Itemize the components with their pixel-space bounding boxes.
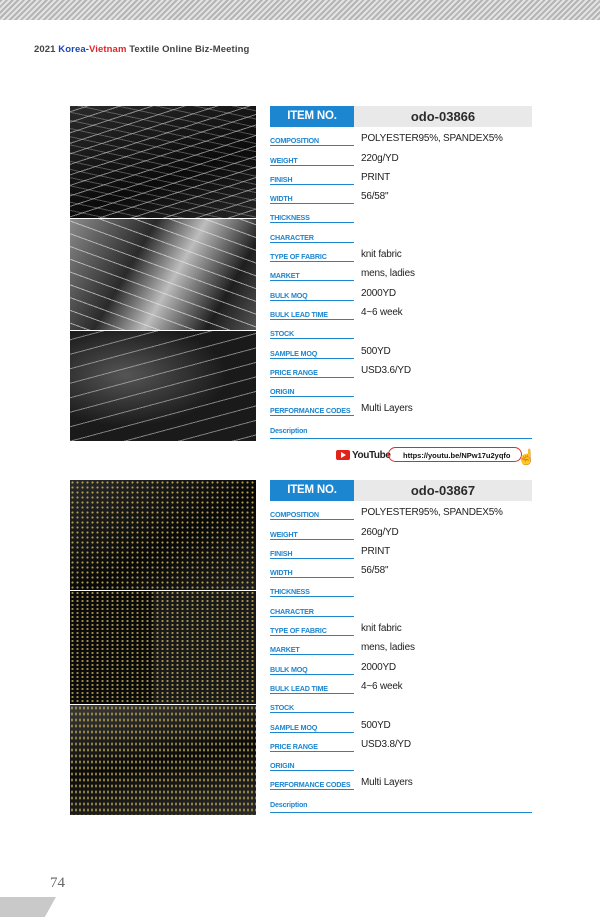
row-price-range [270, 359, 532, 378]
label-thickness: THICKNESS [270, 587, 310, 597]
value-sample-moq: 500YD [361, 345, 391, 357]
row-finish [270, 540, 532, 559]
label-character: CHARACTER [270, 606, 314, 616]
value-weight: 220g/YD [361, 152, 399, 164]
label-description: Description [270, 425, 308, 435]
label-description: Description [270, 799, 308, 809]
header-year: 2021 [34, 44, 56, 55]
label-performance-codes: PERFORMANCE CODES [270, 780, 351, 790]
row-composition [270, 127, 532, 146]
item-no-label: ITEM NO. [270, 106, 354, 127]
row-bulk-moq [270, 281, 532, 300]
row-description [270, 416, 532, 435]
label-bulk-lead-time: BULK LEAD TIME [270, 309, 328, 319]
item-no-label: ITEM NO. [270, 480, 354, 501]
value-performance-codes: Multi Layers [361, 777, 413, 789]
label-sample-moq: SAMPLE MOQ [270, 722, 318, 732]
header-rest: Textile Online Biz-Meeting [126, 44, 250, 55]
page-number: 74 [50, 875, 65, 891]
value-price-range: USD3.8/YD [361, 738, 411, 750]
value-market: mens, ladies [361, 642, 415, 654]
label-sample-moq: SAMPLE MOQ [270, 348, 318, 358]
row-character [270, 223, 532, 242]
row-type-of-fabric [270, 243, 532, 262]
hand-pointer-icon: ☝ [517, 449, 536, 466]
value-composition: POLYESTER95%, SPANDEX5% [361, 507, 503, 519]
value-performance-codes: Multi Layers [361, 403, 413, 415]
label-origin: ORIGIN [270, 387, 295, 397]
value-type-of-fabric: knit fabric [361, 249, 402, 261]
label-market: MARKET [270, 271, 300, 281]
fabric-photo-2a [70, 480, 256, 590]
row-finish [270, 166, 532, 185]
label-bulk-moq: BULK MOQ [270, 664, 308, 674]
fabric-photo-1c [70, 331, 256, 441]
label-bulk-lead-time: BULK LEAD TIME [270, 683, 328, 693]
fabric-photo-2c [70, 705, 256, 815]
corner-decoration [0, 897, 56, 917]
label-composition: COMPOSITION [270, 510, 319, 520]
label-bulk-moq: BULK MOQ [270, 290, 308, 300]
row-market [270, 636, 532, 655]
row-origin [270, 378, 532, 397]
label-composition: COMPOSITION [270, 136, 319, 146]
value-composition: POLYESTER95%, SPANDEX5% [361, 133, 503, 145]
value-type-of-fabric: knit fabric [361, 623, 402, 635]
value-bulk-lead-time: 4~6 week [361, 680, 403, 692]
row-stock [270, 694, 532, 713]
value-bulk-lead-time: 4~6 week [361, 306, 403, 318]
label-origin: ORIGIN [270, 761, 295, 771]
label-price-range: PRICE RANGE [270, 367, 318, 377]
label-price-range: PRICE RANGE [270, 741, 318, 751]
row-description [270, 790, 532, 809]
row-thickness [270, 204, 532, 223]
label-finish: FINISH [270, 548, 293, 558]
spec-table-1 [270, 106, 532, 436]
header-vietnam: Vietnam [89, 44, 127, 55]
label-weight: WEIGHT [270, 529, 298, 539]
row-thickness [270, 578, 532, 597]
header-korea: Korea [58, 44, 86, 55]
value-bulk-moq: 2000YD [361, 661, 396, 673]
label-stock: STOCK [270, 329, 295, 339]
label-width: WIDTH [270, 194, 293, 204]
label-stock: STOCK [270, 703, 295, 713]
fabric-photo-1b [70, 219, 256, 330]
item-header [270, 480, 532, 501]
row-character [270, 597, 532, 616]
label-type-of-fabric: TYPE OF FABRIC [270, 626, 327, 636]
row-performance-codes [270, 771, 532, 790]
row-origin [270, 752, 532, 771]
youtube-brand-text: YouTube [352, 449, 391, 461]
label-performance-codes: PERFORMANCE CODES [270, 406, 351, 416]
youtube-url-link[interactable]: https://youtu.be/NPw17u2yqfo [388, 447, 522, 462]
label-width: WIDTH [270, 568, 293, 578]
label-thickness: THICKNESS [270, 213, 310, 223]
label-market: MARKET [270, 645, 300, 655]
value-weight: 260g/YD [361, 526, 399, 538]
label-type-of-fabric: TYPE OF FABRIC [270, 252, 327, 262]
top-decorative-band [0, 0, 600, 20]
label-finish: FINISH [270, 174, 293, 184]
label-character: CHARACTER [270, 232, 314, 242]
row-sample-moq [270, 713, 532, 732]
item-no-value: odo-03867 [354, 480, 532, 501]
row-performance-codes [270, 397, 532, 416]
row-weight [270, 146, 532, 165]
row-bulk-moq [270, 655, 532, 674]
row-stock [270, 320, 532, 339]
value-price-range: USD3.6/YD [361, 364, 411, 376]
value-market: mens, ladies [361, 268, 415, 280]
header-dash: - [85, 44, 89, 55]
row-sample-moq [270, 339, 532, 358]
row-bulk-lead-time [270, 301, 532, 320]
row-width [270, 559, 532, 578]
youtube-badge[interactable] [336, 447, 391, 463]
youtube-icon [336, 450, 350, 460]
header-title [34, 44, 249, 55]
label-weight: WEIGHT [270, 155, 298, 165]
row-type-of-fabric [270, 617, 532, 636]
fabric-photo-1a [70, 106, 256, 218]
value-sample-moq: 500YD [361, 719, 391, 731]
row-width [270, 185, 532, 204]
row-weight [270, 520, 532, 539]
item-header [270, 106, 532, 127]
fabric-photo-2b [70, 591, 256, 704]
value-finish: PRINT [361, 171, 391, 183]
spec-bottom-line [270, 812, 532, 813]
value-bulk-moq: 2000YD [361, 287, 396, 299]
value-width: 56/58" [361, 191, 389, 203]
value-finish: PRINT [361, 545, 391, 557]
spec-bottom-line [270, 438, 532, 439]
row-market [270, 262, 532, 281]
value-width: 56/58" [361, 565, 389, 577]
spec-table-2 [270, 480, 532, 810]
row-composition [270, 501, 532, 520]
item-no-value: odo-03866 [354, 106, 532, 127]
row-price-range [270, 733, 532, 752]
row-bulk-lead-time [270, 675, 532, 694]
